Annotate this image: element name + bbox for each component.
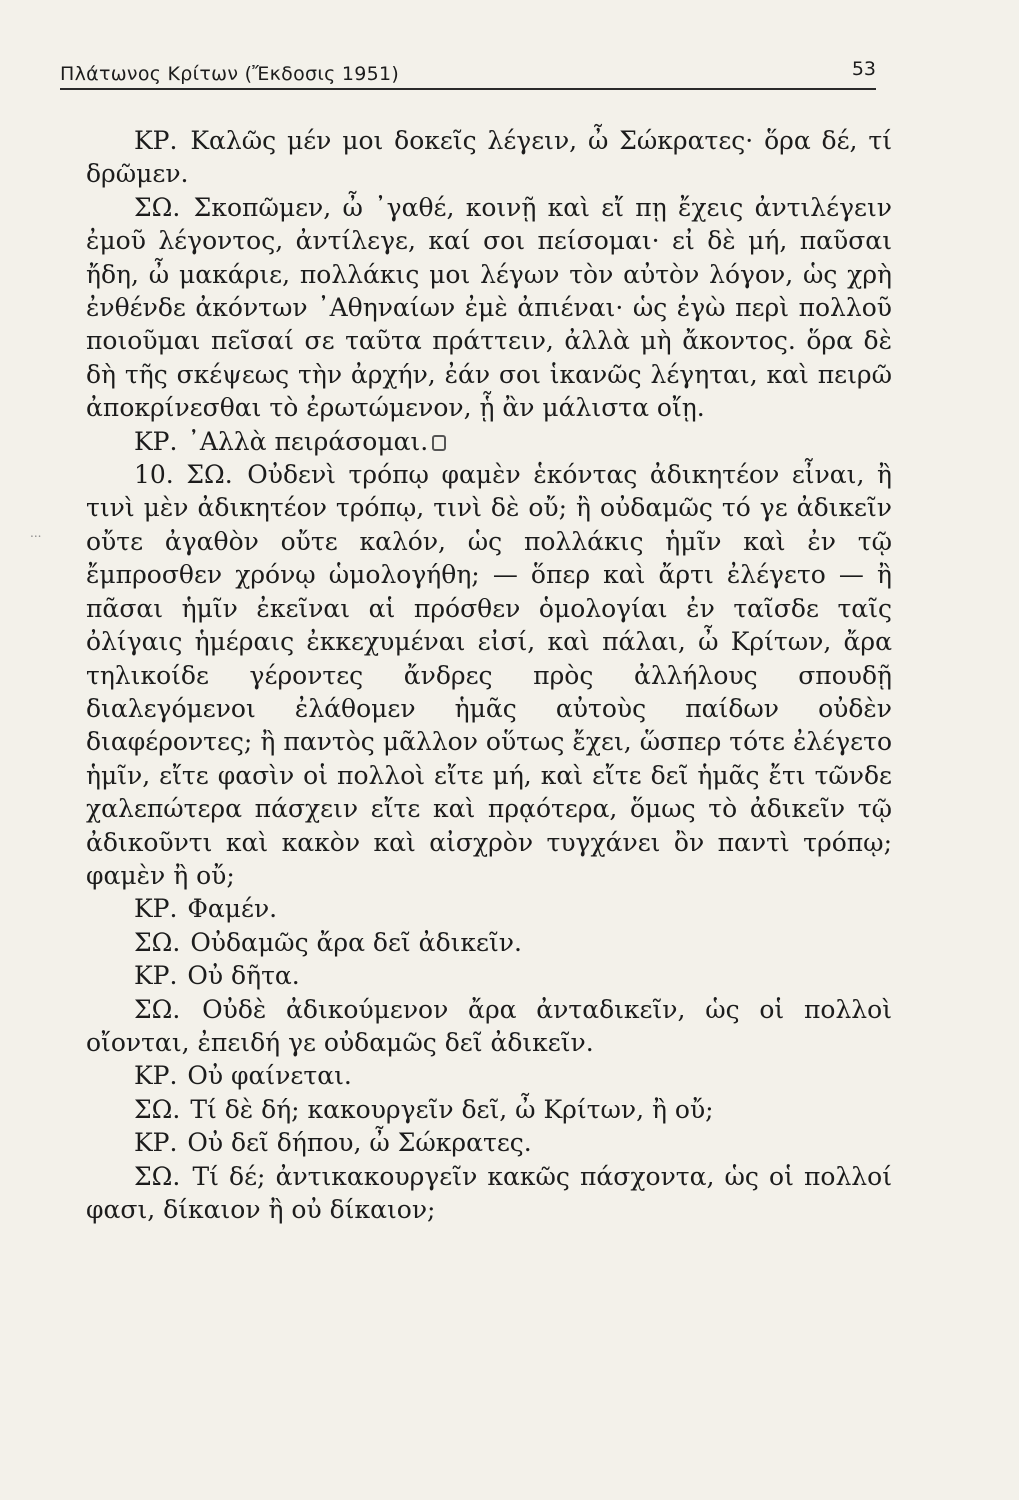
paragraph-text: Οὐδαμῶς ἄρα δεῖ ἀδικεῖν.: [190, 927, 522, 957]
paragraph-2: [86, 191, 892, 425]
speaker-label: ΚΡ.: [134, 1061, 178, 1091]
paragraph-9: [86, 1059, 892, 1092]
bookmark-icon: [432, 435, 446, 451]
speaker-label: ΣΩ.: [134, 927, 181, 957]
speaker-label: 10. ΣΩ.: [134, 460, 233, 490]
paragraph-6: [86, 926, 892, 959]
text-body: [30, 124, 892, 1226]
header-title: Πλάτωνος Κρίτων (Ἔκδοσις 1951): [60, 63, 400, 85]
paragraph-7: [86, 959, 892, 992]
paragraph-text: Οὐδενὶ τρόπῳ φαμὲν ἑκόντας ἀδικητέον εἶναι, ἢ τινὶ μὲν ἀδικητέον τρόπῳ, τινὶ δὲ οὔ; ἢ οὐδαμῶς τό γε ἀδικεῖν οὔτε ἀγαθὸν οὔτε καλόν, ὡς πολλάκις ἡμῖν καὶ ἐν τῷ ἔμπροσθεν χρόνῳ ὡμολογήθη; — ὅπερ καὶ ἄρτι ἐλέγετο — ἢ πᾶσαι ἡμῖν ἐκεῖναι αἱ πρόσθεν ὁμολογίαι ἐν ταῖσδε ταῖς ὀλίγαις ἡμέραις ἐκκεχυμέναι εἰσί, καὶ πάλαι, ὦ Κρίτων, ἄρα τηλικοίδε γέροντες ἄνδρες πρὸς ἀλλήλους σπουδῇ διαλεγόμενοι ἐλάθομεν ἡμᾶς αὐτοὺς παίδων οὐδὲν διαφέροντες; ἢ παντὸς μᾶλλον οὕτως ἔχει, ὥσπερ τότε ἐλέγετο ἡμῖν, εἴτε φασὶν οἱ πολλοὶ εἴτε μή, καὶ εἴτε δεῖ ἡμᾶς ἔτι τῶνδε χαλεπώτερα πάσχειν εἴτε καὶ πρᾳότερα, ὅμως τὸ ἀδικεῖν τῷ ἀδικοῦντι καὶ κακὸν καὶ αἰσχρὸν τυγχάνει ὂν παντὶ τρόπῳ; φαμὲν ἢ οὔ;: [86, 460, 892, 890]
paragraph-1: [86, 124, 892, 191]
paragraph-text: Σκοπῶμεν, ὦ ᾿γαθέ, κοινῇ καὶ εἴ πῃ ἔχεις ἀντιλέγειν ἐμοῦ λέγοντος, ἀντίλεγε, καί σοι πείσομαι· εἰ δὲ μή, παῦσαι ἤδη, ὦ μακάριε, πολλάκις μοι λέγων τὸν αὐτὸν λόγον, ὡς χρὴ ἐνθένδε ἀκόντων ᾿Αθηναίων ἐμὲ ἀπιέναι· ὡς ἐγὼ περὶ πολλοῦ ποιοῦμαι πεῖσαί σε ταῦτα πράττειν, ἀλλὰ μὴ ἄκοντος. ὅρα δὲ δὴ τῆς σκέψεως τὴν ἀρχήν, ἐάν σοι ἱκανῶς λέγηται, καὶ πειρῶ ἀποκρίνεσθαι τὸ ἐρωτώμενον, ᾗ ἂν μάλιστα οἴῃ.: [86, 192, 892, 423]
paragraph-5: [86, 892, 892, 925]
speaker-label: ΚΡ.: [134, 126, 178, 155]
margin-note: ...: [30, 526, 42, 540]
speaker-label: ΣΩ.: [134, 1161, 181, 1191]
paragraph-text: ᾿Αλλὰ πειράσομαι.: [187, 426, 429, 456]
paragraph-text: Οὐ δεῖ δήπου, ὦ Σώκρατες.: [187, 1128, 532, 1158]
paragraph-4: [86, 458, 892, 892]
paragraph-text: Οὐ δῆτα.: [187, 961, 300, 991]
running-header: [60, 58, 876, 90]
speaker-label: ΚΡ.: [134, 1128, 178, 1158]
paragraph-text: Οὐ φαίνεται.: [187, 1061, 352, 1091]
speaker-label: ΚΡ.: [134, 426, 178, 456]
paragraph-3: [86, 425, 892, 458]
paragraph-10: [86, 1093, 892, 1126]
speaker-label: ΚΡ.: [134, 894, 178, 924]
speaker-label: ΣΩ.: [134, 1094, 181, 1124]
paragraph-text: Τί δὲ δή; κακουργεῖν δεῖ, ὦ Κρίτων, ἢ οὔ;: [190, 1094, 714, 1124]
speaker-label: ΣΩ.: [134, 192, 181, 222]
page-number: 53: [851, 58, 876, 80]
paragraph-text: Καλῶς μέν μοι δοκεῖς λέγειν, ὦ Σώκρατες· ὅρα δέ, τί δρῶμεν.: [86, 126, 892, 189]
speaker-label: ΣΩ.: [134, 994, 181, 1024]
paragraph-text: Τί δέ; ἀντικακουργεῖν κακῶς πάσχοντα, ὡς οἱ πολλοί φασι, δίκαιον ἢ οὐ δίκαιον;: [86, 1161, 892, 1224]
speaker-label: ΚΡ.: [134, 961, 178, 991]
paragraph-8: [86, 993, 892, 1060]
paragraph-text: Φαμέν.: [187, 894, 278, 924]
paragraph-12: [86, 1160, 892, 1227]
paragraph-11: [86, 1126, 892, 1159]
paragraph-text: Οὐδὲ ἀδικούμενον ἄρα ἀνταδικεῖν, ὡς οἱ πολλοὶ οἴονται, ἐπειδή γε οὐδαμῶς δεῖ ἀδικεῖν.: [86, 994, 892, 1057]
